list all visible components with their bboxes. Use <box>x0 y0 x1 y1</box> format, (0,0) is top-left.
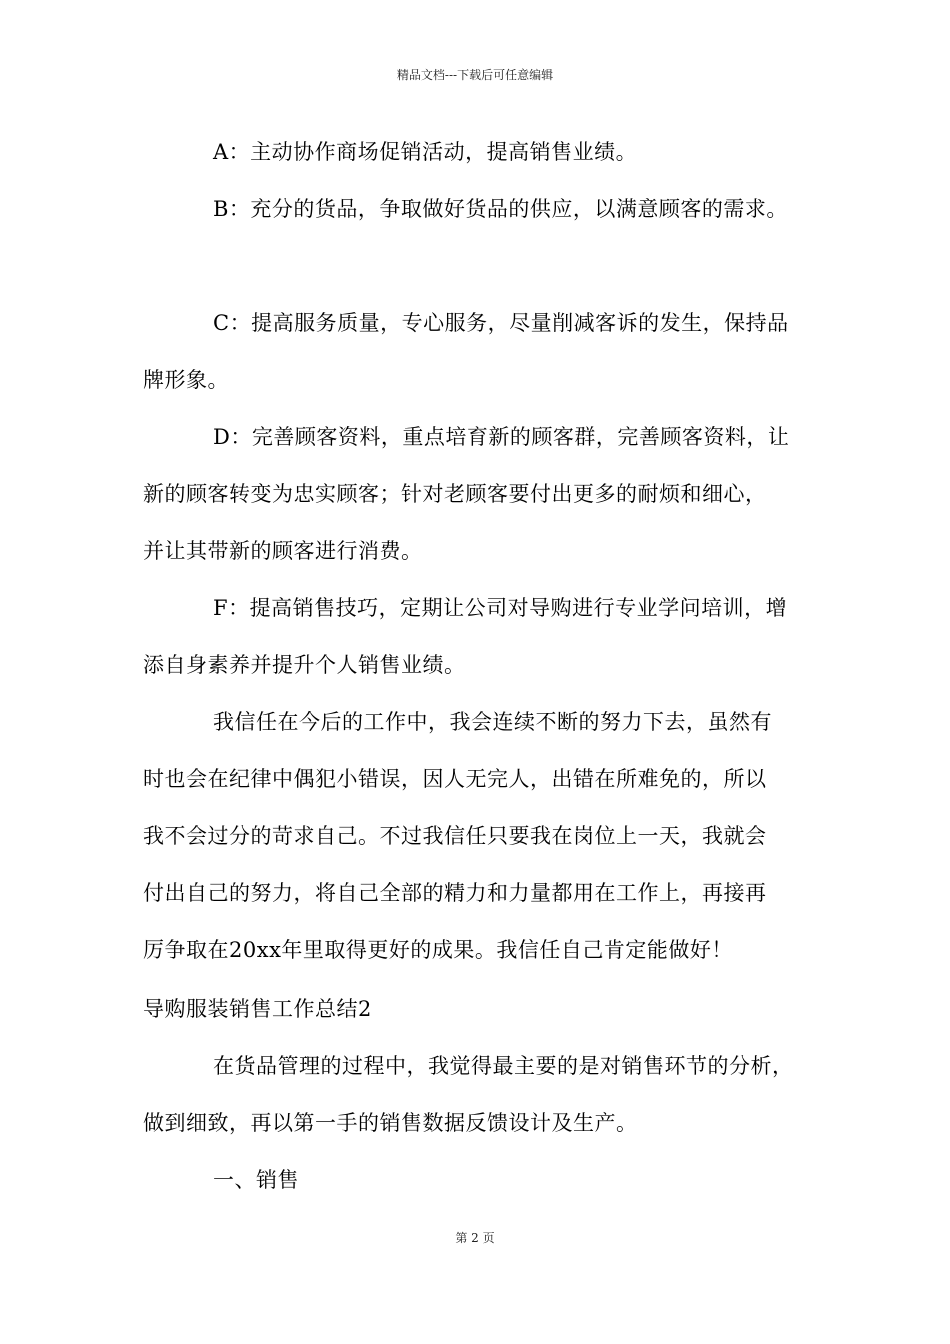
paragraph-f-line-1: F：提高销售技巧，定期让公司对导购进行专业学问培训，增 <box>213 596 788 620</box>
paragraph-closing-line-3: 我不会过分的苛求自己。不过我信任只要我在岗位上一天，我就会 <box>143 824 767 848</box>
paragraph-b: B：充分的货品，争取做好货品的供应，以满意顾客的需求。 <box>213 197 788 221</box>
paragraph-goods-line-2: 做到细致，再以第一手的销售数据反馈设计及生产。 <box>143 1111 638 1135</box>
page-header: 精品文档---下载后可任意编辑 <box>396 68 554 82</box>
paragraph-closing-line-2: 时也会在纪律中偶犯小错误，因人无完人，出错在所难免的，所以 <box>143 767 767 791</box>
paragraph-a: A：主动协作商场促销活动，提高销售业绩。 <box>213 140 638 164</box>
paragraph-d-line-3: 并让其带新的顾客进行消费。 <box>143 539 423 563</box>
paragraph-c-line-1: C：提高服务质量，专心服务，尽量削减客诉的发生，保持品 <box>213 311 789 335</box>
paragraph-closing-line-5: 厉争取在20xx年里取得更好的成果。我信任自己肯定能做好！ <box>143 938 733 962</box>
paragraph-goods-line-1: 在货品管理的过程中，我觉得最主要的是对销售环节的分析， <box>213 1054 794 1078</box>
section-title: 导购服装销售工作总结2 <box>143 997 372 1021</box>
paragraph-c-line-2: 牌形象。 <box>143 368 229 392</box>
paragraph-closing-line-1: 我信任在今后的工作中，我会连续不断的努力下去，虽然有 <box>213 710 772 734</box>
subheading-sales: 一、销售 <box>213 1168 299 1192</box>
paragraph-closing-line-4: 付出自己的努力，将自己全部的精力和力量都用在工作上，再接再 <box>143 881 767 905</box>
page-footer: 第 2 页 <box>455 1231 495 1245</box>
paragraph-d-line-2: 新的顾客转变为忠实顾客；针对老顾客要付出更多的耐烦和细心， <box>143 482 767 506</box>
paragraph-f-line-2: 添自身素养并提升个人销售业绩。 <box>143 653 466 677</box>
paragraph-d-line-1: D：完善顾客资料，重点培育新的顾客群，完善顾客资料，让 <box>213 425 790 449</box>
